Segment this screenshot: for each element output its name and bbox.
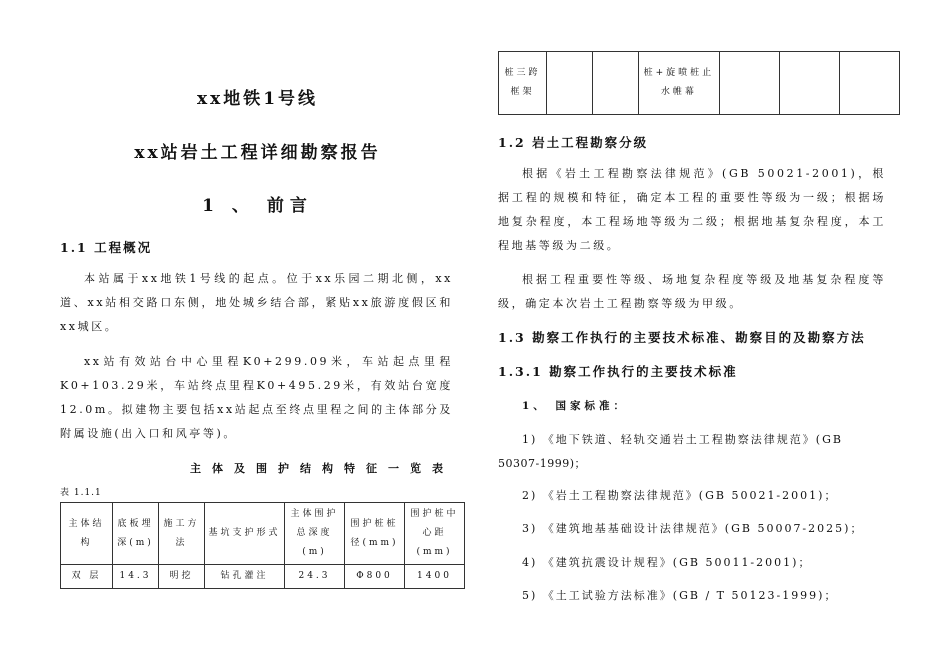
table-header-cell: 基坑支护形式 xyxy=(205,503,285,565)
table-cell: 明挖 xyxy=(159,565,205,589)
table-header-cell: 施工方法 xyxy=(159,503,205,565)
standard-item: 3) 《建筑地基基础设计法律规范》(GB 50007-2025)； xyxy=(522,522,864,535)
table-cell: 24.3 xyxy=(285,565,345,589)
table-row xyxy=(499,52,900,115)
table-cell: 1400 xyxy=(405,565,465,589)
structure-table xyxy=(60,502,465,589)
table-header-cell: 围护桩桩径(mm) xyxy=(345,503,405,565)
table-header-cell: 底板埋深(m) xyxy=(113,503,159,565)
document-title-line: xx地铁1号线 xyxy=(196,89,319,109)
structure-table-continued xyxy=(498,51,900,115)
table-cell xyxy=(547,52,593,115)
table-header-row xyxy=(61,503,465,565)
table-cell: Φ800 xyxy=(345,565,405,589)
table-header-cell: 主体结构 xyxy=(61,503,113,565)
table-header-cell: 围护桩中心距(mm) xyxy=(405,503,465,565)
section-1-3-heading: 1.3 勘察工作执行的主要技术标准、勘察目的及勘察方法 xyxy=(498,330,866,345)
table-number: 表 1.1.1 xyxy=(60,488,102,498)
chapter-title: 1 、 前言 xyxy=(202,196,313,216)
standard-item: 5) 《土工试验方法标准》(GB / T 50123-1999)； xyxy=(522,589,838,602)
table-header-cell: 主体围护总深度(m) xyxy=(285,503,345,565)
table-row xyxy=(61,565,465,589)
classification-paragraph-2: 根据工程重要性等级、场地复杂程度等级及地基复杂程度等级，确定本次岩土工程勘察等级为甲级。 xyxy=(498,273,886,310)
standard-item: 1) 《地下铁道、轻轨交通岩土工程勘察法律规范》(GB xyxy=(522,433,843,446)
section-1-2-heading: 1.2 岩土工程勘察分级 xyxy=(498,135,649,150)
standard-item-continued: 50307-1999)； xyxy=(498,457,586,470)
table-cell xyxy=(719,52,779,115)
table-cell xyxy=(593,52,639,115)
table-cell: 桩三跨框架 xyxy=(499,52,547,115)
table-cell: 钻孔灌注 xyxy=(205,565,285,589)
standard-item: 4) 《建筑抗震设计规程》(GB 50011-2001)； xyxy=(522,556,812,569)
table-cell xyxy=(839,52,899,115)
table-cell xyxy=(779,52,839,115)
table-cell: 双 层 xyxy=(61,565,113,589)
table-caption: 主体及围护结构特征一览表 xyxy=(190,462,454,475)
national-standards-label: 1、 国家标准： xyxy=(522,400,628,412)
classification-paragraph-1: 根据《岩土工程勘察法律规范》(GB 50021-2001)，根据工程的规模和特征，确定本工程的重要性等级为一级；根据场地复杂程度，本工程场地等级为二级；根据地基复杂程度，本工程地基等级为二级。 xyxy=(498,167,886,252)
table-cell: 桩+旋喷桩止水帷幕 xyxy=(639,52,719,115)
section-1-3-1-heading: 1.3.1 勘察工作执行的主要技术标准 xyxy=(498,364,738,379)
overview-paragraph-1: 本站属于xx地铁1号线的起点。位于xx乐园二期北侧，xx道、xx站相交路口东侧，地处城乡结合部，紧贴xx旅游度假区和xx城区。 xyxy=(60,272,453,333)
overview-paragraph-2: xx站有效站台中心里程K0+299.09米，车站起点里程K0+103.29米，车站终点里程K0+495.29米，有效站台宽度12.0m。拟建物主要包括xx站起点至终点里程之间的主体部分及附属设施(出入口和风亭等)。 xyxy=(60,355,453,440)
report-title: xx站岩土工程详细勘察报告 xyxy=(134,143,381,163)
standard-item: 2) 《岩土工程勘察法律规范》(GB 50021-2001)； xyxy=(522,489,838,502)
table-cell: 14.3 xyxy=(113,565,159,589)
section-1-1-heading: 1.1 工程概况 xyxy=(60,240,153,255)
